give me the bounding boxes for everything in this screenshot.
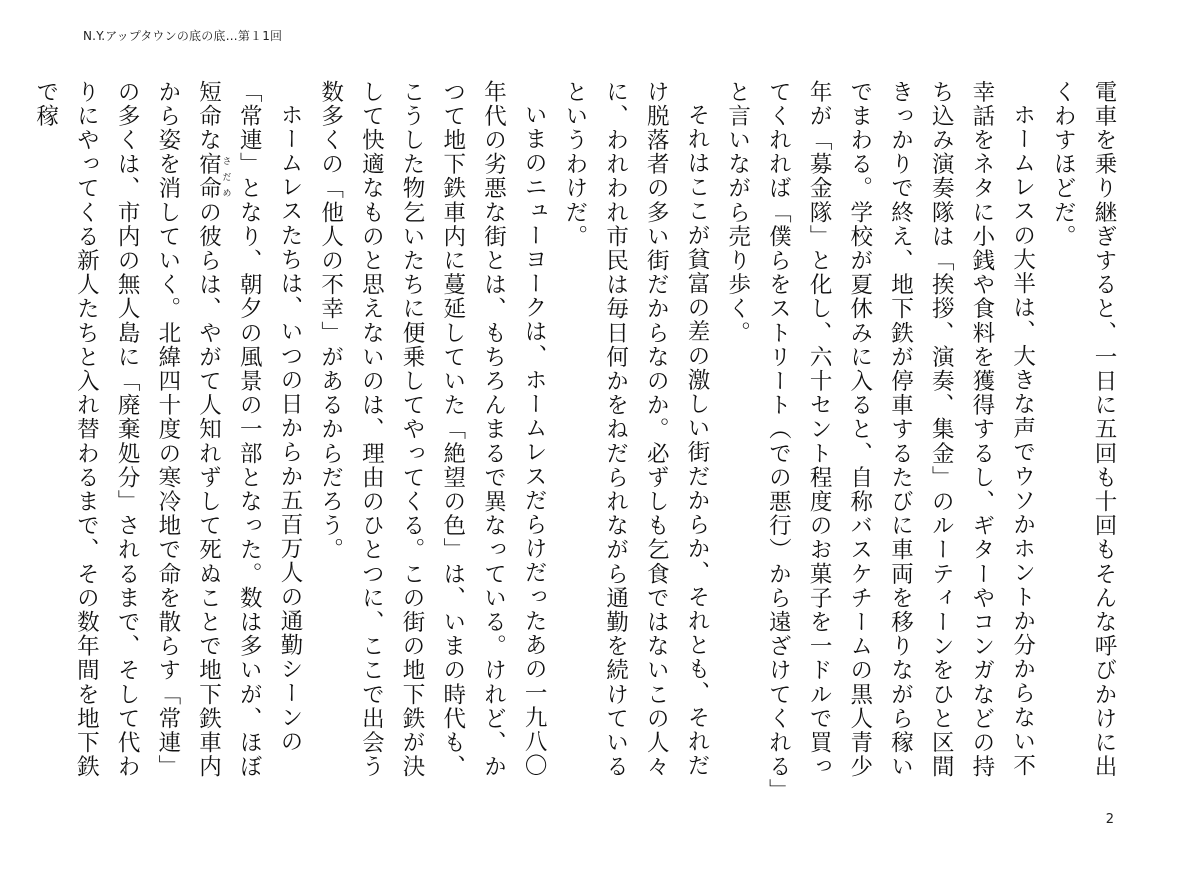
paragraph-5-start: ホームレスたちは、いつの日からか五百万人の通勤シーンの「常連」となり、朝夕の風景の一部となった。数は多いが、ほぼ短命な <box>195 80 303 779</box>
ruby-base: 宿命 <box>195 152 222 201</box>
paragraph-2: ホームレスの大半は、大きな声でウソかホントか分からない不幸話をネタに小銭や食料を獲得するし、ギターやコンガなどの持ち込み演奏隊は「挨拶、演奏、集金」のルーティーンをひと区間きっかりで終え、地下鉄が停車するたびに車両を移りながら稼いでまわる。学校が夏休みに入ると、自称バスケチームの黒人青少年が「募金隊」と化し、六十セント程度のお菓子を一ドルで買ってくれれば「僕らをストリート（での悪行）から遠ざけてくれる」と言いながら売り歩く。 <box>724 80 1036 792</box>
paragraph-1: 電車を乗り継ぎすると、一日に五回も十回もそんな呼びかけに出くわすほどだ。 <box>1050 80 1117 779</box>
ruby-reading: さだめ <box>220 152 231 201</box>
furigana-ruby <box>195 152 231 201</box>
paragraph-5-end: の彼らは、やがて人知れずして死ぬことで地下鉄車内から姿を消していく。北緯四十度の寒冷地で命を散らす「常連」の多くは、市内の無人島に「廃棄処分」されるまで、そして代わりにやってくる新人たちと入れ替わるまで、その数年間を地下鉄で稼 <box>32 80 222 779</box>
paragraph-4: いまのニューヨークは、ホームレスだらけだったあの一九八〇年代の劣悪な街とは、もちろんまるで異なっている。けれど、かつて地下鉄車内に蔓延していた「絶望の色」は、いまの時代も、こうした物乞いたちに便乗してやってくる。この街の地下鉄が決して快適なものと思えないのは、理由のひとつに、ここで出会う数多くの「他人の不幸」があるからだろう。 <box>317 80 548 779</box>
running-header: N.Y.アップタウンの底の底…第１1回 <box>83 29 283 43</box>
paragraph-3: それはここが貧富の差の激しい街だからか、それとも、それだけ脱落者の多い街だからなのか。必ずしも乞食ではないこの人々に、われわれ市民は毎日何かをねだられながら通勤を続けているというわけだ。 <box>561 80 710 779</box>
vertical-article-text <box>32 80 1124 800</box>
paragraph-5 <box>25 80 310 800</box>
page-number: 2 <box>1105 812 1114 827</box>
